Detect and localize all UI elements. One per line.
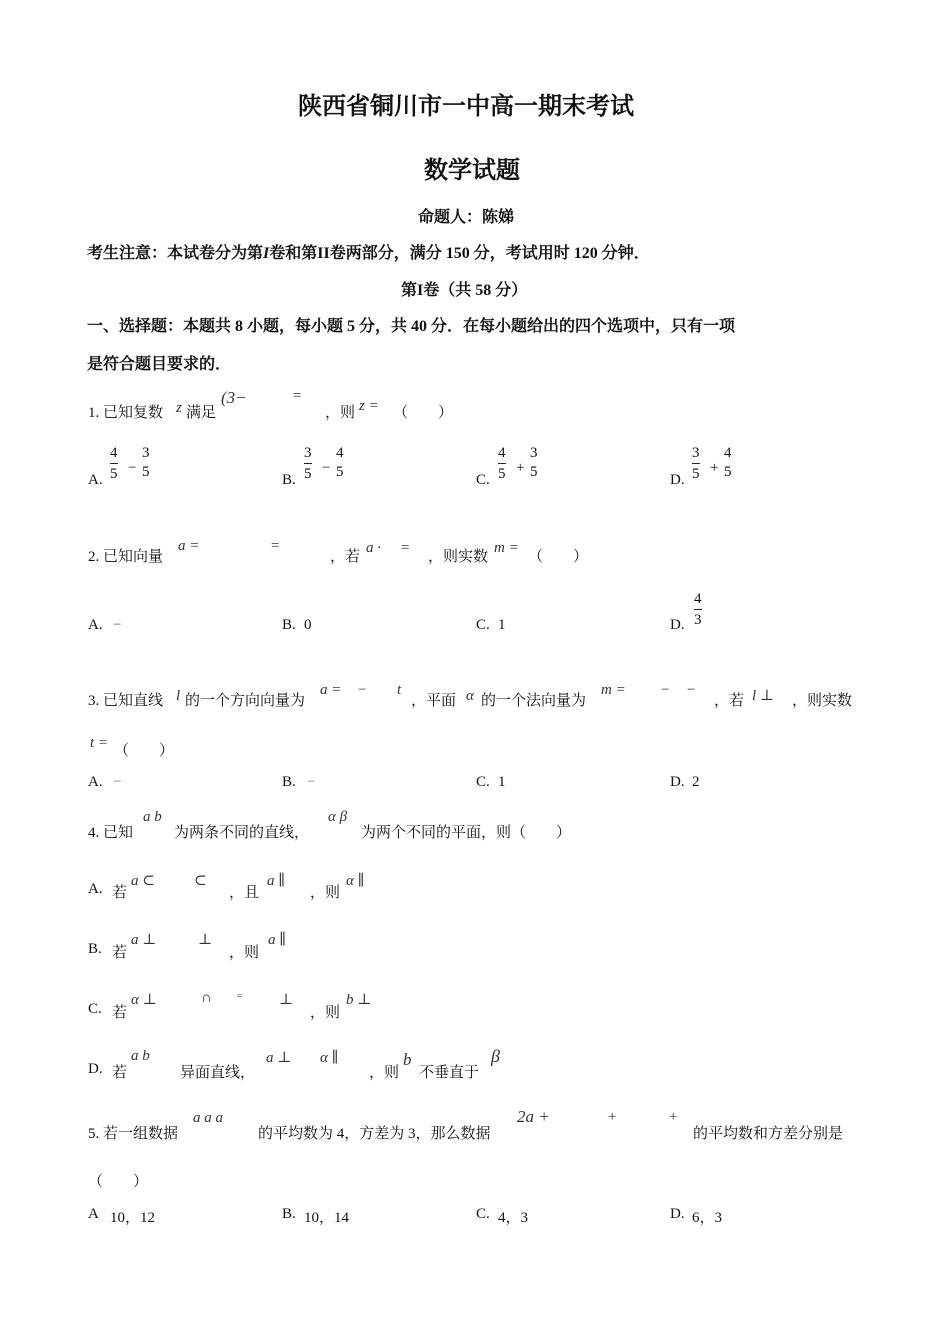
q3-option-a-text: − xyxy=(113,774,122,790)
q5-math-4: + xyxy=(668,1109,679,1125)
q3-option-d-label: D. xyxy=(670,774,685,790)
section-title: 第I卷（共 58 分） xyxy=(401,282,528,299)
q4-option-d-text-3: 不垂直于 xyxy=(419,1065,480,1081)
q5-option-b-text: 10，14 xyxy=(304,1210,350,1226)
q3-text-4: ，若 xyxy=(714,693,745,709)
q1-option-d-label: D. xyxy=(670,472,685,488)
q1-option-d-op: + xyxy=(710,460,719,476)
q3-math-8: t = xyxy=(90,735,109,751)
q2-option-a-label: A. xyxy=(88,617,103,633)
q4-option-c-ruo: 若 xyxy=(112,1005,128,1021)
exam-notice xyxy=(87,240,650,263)
q1-option-b-label: B. xyxy=(282,472,296,488)
q4-option-d-text-1: 异面直线， xyxy=(180,1065,256,1081)
q5-text-2: 的平均数和方差分别是 xyxy=(693,1126,844,1142)
q5-option-b-label: B. xyxy=(282,1206,296,1222)
q1-option-a-label: A. xyxy=(88,472,103,488)
q1-option-c-frac2 xyxy=(530,444,538,481)
q1-option-b-frac2 xyxy=(336,444,344,481)
q4-option-a-ruo: 若 xyxy=(112,885,128,901)
q1-option-d-frac1 xyxy=(692,444,700,483)
q2-option-b-label: B. xyxy=(282,617,296,633)
frac-num: 3 xyxy=(304,445,312,461)
frac-den: 5 xyxy=(304,466,312,482)
q4-option-a-text-2: ，则 xyxy=(310,885,341,901)
frac-den: 5 xyxy=(692,466,700,482)
q5-option-d-text: 6，3 xyxy=(692,1210,723,1226)
q4-option-a-math-1: a ⊂ xyxy=(131,873,155,889)
frac-num: 3 xyxy=(142,445,150,461)
q4-text-2: 为两个不同的平面，则（ ） xyxy=(361,825,572,841)
q5-option-a-text: 10，12 xyxy=(110,1210,156,1226)
frac-num: 4 xyxy=(724,445,732,461)
q2-option-c-text: 1 xyxy=(498,617,506,633)
q5-option-d-label: D. xyxy=(670,1206,685,1222)
q3-math-7: l ⊥ xyxy=(752,688,775,704)
q2-math-5: m = xyxy=(494,540,519,556)
q2-option-a-text: − xyxy=(113,617,122,633)
q4-option-d-math-5: β xyxy=(491,1046,500,1066)
q2-math-2: = xyxy=(270,538,281,554)
part-instructions-line1: 一、选择题：本题共 8 小题，每小题 5 分，共 40 分．在每小题给出的四个选项中，只有一项 xyxy=(87,318,736,335)
frac-bar xyxy=(692,463,700,464)
exam-title: 陕西省铜川市一中高一期末考试 xyxy=(298,94,634,120)
frac-num: 4 xyxy=(498,445,506,461)
q4-option-b-math-1: a ⊥ xyxy=(131,932,157,948)
q4-option-c-math-4: ⊥ xyxy=(279,992,294,1008)
frac-den: 5 xyxy=(142,464,150,480)
q5-math-2: 2a + xyxy=(517,1107,550,1126)
q4-option-c-label: C. xyxy=(88,1001,102,1017)
q4-option-a-text-1: ，且 xyxy=(229,885,260,901)
q4-option-d-text-2: ，则 xyxy=(369,1065,400,1081)
q5-paren: （ ） xyxy=(88,1174,149,1190)
q4-option-c-math-3: = xyxy=(236,990,244,1002)
q4-text-1: 为两条不同的直线， xyxy=(174,825,310,841)
q1-paren: （ ） xyxy=(393,405,454,421)
frac-num: 4 xyxy=(336,445,344,461)
q5-option-c-text: 4，3 xyxy=(498,1210,529,1226)
q3-math-3: t xyxy=(397,682,402,698)
frac-den: 5 xyxy=(530,464,538,480)
q3-option-c-text: 1 xyxy=(498,774,506,790)
frac-bar xyxy=(110,463,118,464)
q1-option-c-frac1 xyxy=(498,444,506,483)
q2-mid: ，若 xyxy=(330,549,361,565)
q2-math-3: a · xyxy=(366,540,381,556)
q2-option-c-label: C. xyxy=(476,617,490,633)
q5-text-1: 的平均数为 4，方差为 3，那么数据 xyxy=(258,1126,491,1142)
q1-var-z: z xyxy=(176,400,182,416)
q3-prefix: 3. 已知直线 xyxy=(88,693,164,709)
q3-math-4: m = xyxy=(601,682,626,698)
q3-var-l: l xyxy=(176,688,181,704)
q1-option-a-op: − xyxy=(128,460,137,476)
q1-option-c-label: C. xyxy=(476,472,490,488)
frac-den: 5 xyxy=(110,466,118,482)
q4-option-b-label: B. xyxy=(88,941,102,957)
q1-option-a-frac2 xyxy=(142,444,150,481)
frac-den: 5 xyxy=(336,464,344,480)
q5-option-c-label: C. xyxy=(476,1206,490,1222)
q4-option-a-math-3: a ∥ xyxy=(267,873,286,889)
q3-text-1: 的一个方向向量为 xyxy=(185,693,306,709)
q3-option-b-text: − xyxy=(307,774,316,790)
q1-math-3: z = xyxy=(359,398,379,414)
q2-math-4: = xyxy=(400,540,411,556)
q3-math-1: a = xyxy=(320,682,342,698)
q4-option-c-math-2: ∩ xyxy=(201,990,212,1006)
q1-prefix: 1. 已知复数 xyxy=(88,405,164,421)
q3-var-alpha: α xyxy=(466,688,474,704)
frac-den: 5 xyxy=(724,464,732,480)
q2-prefix: 2. 已知向量 xyxy=(88,549,164,565)
q1-mid: 满足 xyxy=(186,405,217,421)
q5-option-a-label: A xyxy=(88,1206,99,1222)
q4-option-c-text-1: ，则 xyxy=(310,1005,341,1021)
q4-math-ab: a b xyxy=(143,809,162,825)
frac-bar xyxy=(694,609,702,610)
notice-suffix: 卷和第II卷两部分，满分 150 分，考试用时 120 分钟． xyxy=(269,245,650,262)
q4-option-c-math-5: b ⊥ xyxy=(346,992,372,1008)
q3-text-3: 的一个法向量为 xyxy=(481,693,587,709)
q1-option-b-frac1 xyxy=(304,444,312,483)
exam-author: 命题人：陈娣 xyxy=(418,209,515,226)
q3-math-5: − xyxy=(660,682,671,698)
frac-num: 4 xyxy=(110,445,118,461)
q4-option-d-math-2: a ⊥ xyxy=(266,1050,292,1066)
q2-option-d-frac xyxy=(694,590,702,629)
q2-option-d-label: D. xyxy=(670,617,685,633)
q4-prefix: 4. 已知 xyxy=(88,825,134,841)
q4-option-d-math-3: α ∥ xyxy=(320,1050,339,1066)
frac-den: 5 xyxy=(498,466,506,482)
q1-math-1: (3− xyxy=(221,388,247,407)
q4-option-b-math-2: ⊥ xyxy=(198,932,213,948)
q4-math-alphabeta: α β xyxy=(328,809,348,825)
q3-option-c-label: C. xyxy=(476,774,490,790)
q2-option-b-text: 0 xyxy=(304,617,312,633)
q4-option-d-math-1: a b xyxy=(131,1048,150,1064)
q3-math-2: − xyxy=(357,682,368,698)
frac-num: 4 xyxy=(694,591,702,607)
q2-paren: （ ） xyxy=(528,549,589,565)
q4-option-b-ruo: 若 xyxy=(112,945,128,961)
q3-option-a-label: A. xyxy=(88,774,103,790)
q3-paren: （ ） xyxy=(114,743,175,759)
q3-text-2: ，平面 xyxy=(411,693,457,709)
q4-option-b-math-3: a ∥ xyxy=(268,932,287,948)
frac-den: 3 xyxy=(694,612,702,628)
q2-mid2: ，则实数 xyxy=(428,549,489,565)
q5-math-3: + xyxy=(607,1109,618,1125)
q1-option-c-op: + xyxy=(516,460,525,476)
q4-option-a-label: A. xyxy=(88,881,103,897)
q4-option-b-text-1: ，则 xyxy=(229,945,260,961)
q4-option-d-math-4: b xyxy=(403,1050,412,1069)
q1-option-d-frac2 xyxy=(724,444,732,481)
q3-text-5: ，则实数 xyxy=(792,693,853,709)
q3-math-6: − xyxy=(686,682,697,698)
q3-option-b-label: B. xyxy=(282,774,296,790)
frac-bar xyxy=(498,463,506,464)
q1-math-2: = xyxy=(292,388,303,404)
q4-option-d-ruo: 若 xyxy=(112,1065,128,1081)
frac-num: 3 xyxy=(530,445,538,461)
q3-option-d-text: 2 xyxy=(692,774,700,790)
q4-option-a-math-4: α ∥ xyxy=(346,873,365,889)
q1-option-b-op: − xyxy=(322,460,331,476)
q1-mid2: ，则 xyxy=(325,405,356,421)
q4-option-a-math-2: ⊂ xyxy=(194,873,207,889)
notice-prefix: 考生注意：本试卷分为第 xyxy=(87,245,264,262)
q5-prefix: 5. 若一组数据 xyxy=(88,1126,179,1142)
frac-num: 3 xyxy=(692,445,700,461)
part-instructions-line2: 是符合题目要求的． xyxy=(87,356,232,373)
q5-math-1: a a a xyxy=(193,1110,223,1126)
exam-subtitle: 数学试题 xyxy=(424,158,520,184)
q1-option-a-frac1 xyxy=(110,444,118,483)
frac-bar xyxy=(304,463,312,464)
q4-option-d-label: D. xyxy=(88,1061,103,1077)
notice-roman: I xyxy=(263,245,270,262)
q4-option-c-math-1: α ⊥ xyxy=(131,992,157,1008)
q2-math-1: a = xyxy=(178,538,200,554)
